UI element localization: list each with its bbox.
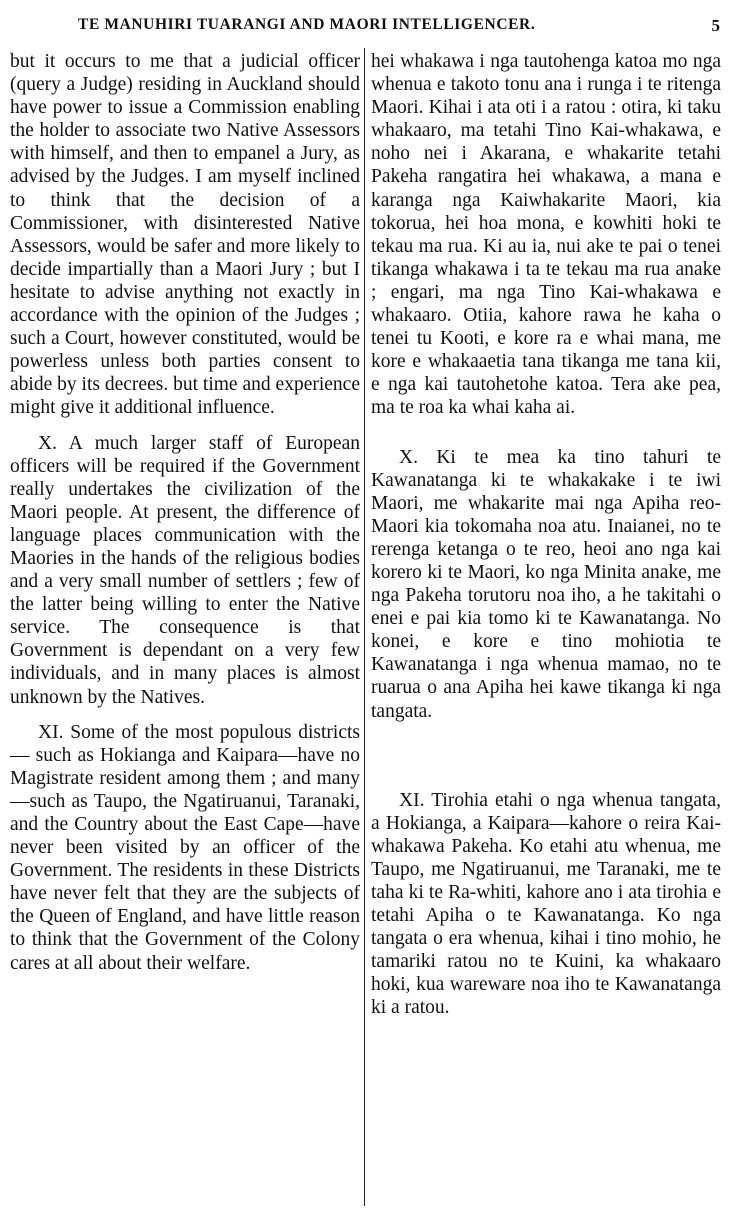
- running-title: TE MANUHIRI TUARANGI AND MAORI INTELLIGENCER.: [78, 16, 536, 33]
- english-paragraph-xi: XI. Some of the most populous districts — such as Hokianga and Kaipara—have no Magistrate resident among them ; and many—such as Taupo, the Ngatiruanui, Taranaki, and the Country about the East Cape—have never been visited by an officer of the Government. The residents in these Districts have never felt that they are the subjects of the Queen of England, and have little reason to think that the Government of the Colony cares at all about their welfare.: [10, 721, 360, 974]
- page-number: 5: [711, 16, 720, 35]
- maori-paragraph-x: X. Ki te mea ka tino tahuri te Kawanatanga ki te whakakake i te iwi Maori, me whakarite mai nga Apiha reo-Maori kia tokomaha noa atu. Inaianei, no te rerenga ketanga o te reo, heoi ano nga kai korero ki te Maori, ko nga Minita anake, me nga Pakeha torutoru noa iho, a he takitahi o enei e pai kia tomo ki te Kawanatanga. No konei, e kore e tino mohiotia te Kawanatanga i nga whenua mamao, no te ruarua o ana Apiha hei kawe tikanga ki nga tangata.: [371, 446, 721, 722]
- column-divider: [364, 48, 365, 1206]
- english-column: [10, 50, 360, 1208]
- maori-column: [371, 50, 721, 1208]
- maori-paragraph-continued: hei whakawa i nga tautohenga katoa mo nga whenua e takoto tonu ana i runga i te ritenga Maori. Kihai i ata oti i a ratou : otira, ki taku whakaaro, ma tetahi Tino Kai-whakawa, e noho nei i Akarana, e whakarite tetahi Pakeha rangatira hei whakawa, a mana e karanga nga Kaiwhakarite Maori, kia tokorua, hei hoa mona, e kowhiti hoki te tekau ma rua. Ki au ia, nui ake te pai o tenei tikanga whakawa i ta te tekau ma rua anake ; engari, ma nga Tino Kai-whakawa e whakaaro. Otiia, kahore rawa he kaha o tenei tu Kooti, e kore ra e whai mana, me kore e whakaaetia tana tikanga me tana kii, e nga kai tautohetohe katoa. Tera ake pea, ma te roa ka whai kaha ai.: [371, 51, 721, 419]
- maori-paragraph-xi: XI. Tirohia etahi o nga whenua tangata, a Hokianga, a Kaipara—kahore o reira Kai-whakawa Pakeha. Ko etahi atu whenua, me Taupo, me Ngatiruanui, me Taranaki, me te taha ki te Ra-whiti, kahore ano i ata tirohia e tetahi Apiha o te Kawanatanga. Ko nga tangata o era whenua, kihai i tino mohio, he tamariki ratou no te Kuini, ka whakaaro hoki, kua wareware noa iho te Kawanatanga ki a ratou.: [371, 789, 721, 1019]
- page-header: [0, 16, 732, 40]
- english-paragraph-x: X. A much larger staff of European officers will be required if the Government really undertakes the civilization of the Maori people. At present, the difference of language places communication with the Maories in the hands of the religious bodies and a very small number of settlers ; few of the latter being willing to enter the Native service. The consequence is that Government is dependant on a very few individuals, and in many places is almost unknown by the Natives.: [10, 432, 360, 708]
- english-paragraph-continued: but it occurs to me that a judicial officer (query a Judge) residing in Auckland should have power to issue a Commission enabling the holder to associate two Native Assessors with himself, and then to empanel a Jury, as advised by the Judges. I am myself inclined to think that the decision of a Commissioner, with disinterested Native Assessors, would be safer and more likely to decide impartially than a Maori Jury ; but I hesitate to advise anything not exactly in accordance with the opinion of the Judges ; such a Court, however constituted, would be powerless unless both parties consent to abide by its decrees. but time and experience might give it additional influence.: [10, 51, 360, 419]
